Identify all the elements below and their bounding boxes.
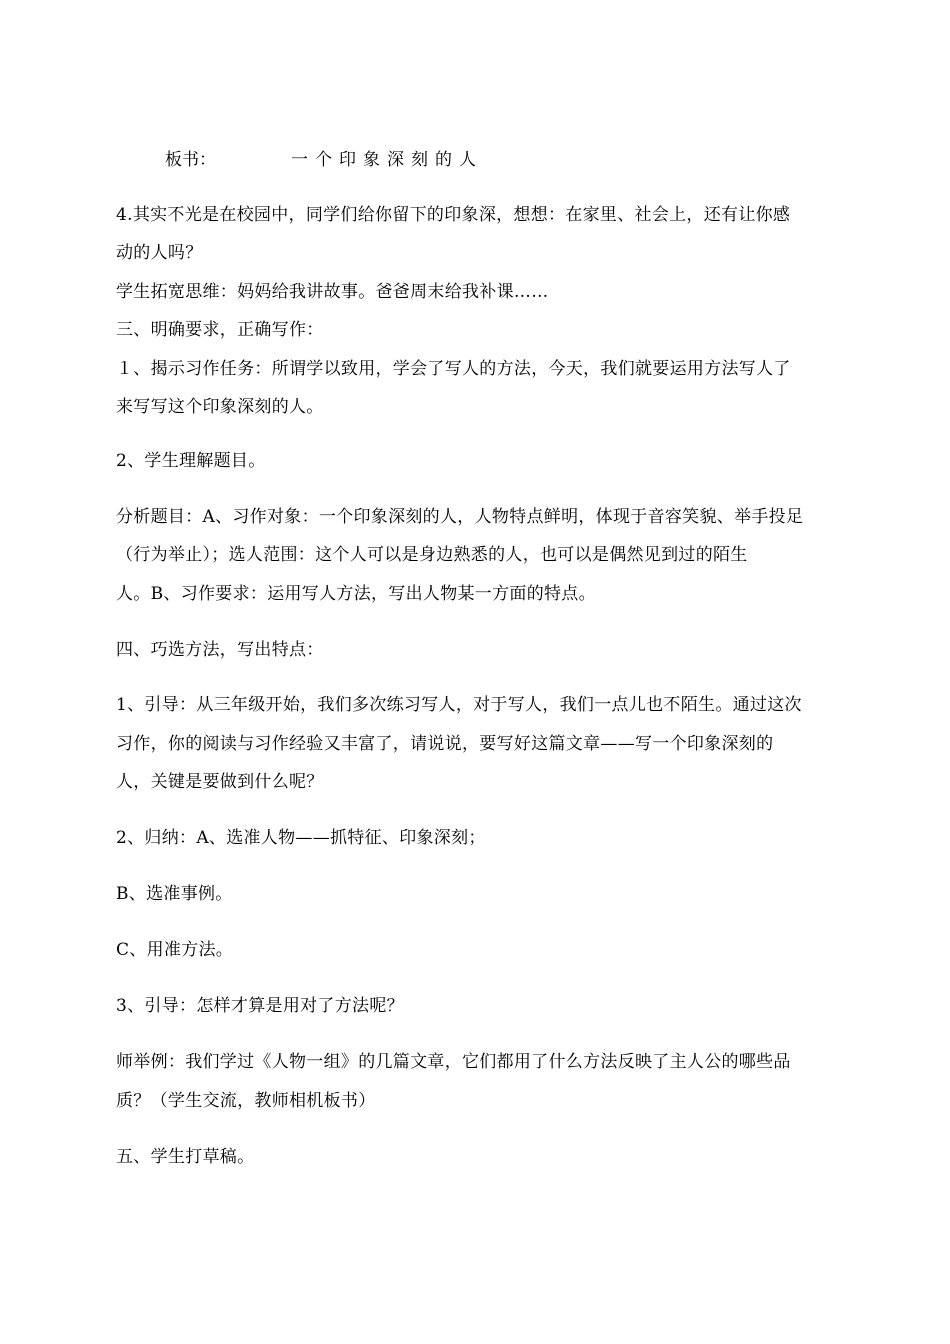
text-line: C、用准方法。 (116, 940, 234, 960)
section-heading: 四、巧选方法，写出特点： (116, 640, 324, 660)
text-line: 习作，你的阅读与习作经验又丰富了，请说说，要写好这篇文章——写一个印象深刻的 (116, 734, 774, 754)
text-line: 分析题目：A、习作对象：一个印象深刻的人，人物特点鲜明，体现于音容笑貌、举手投足 (116, 507, 804, 527)
text-line: 来写写这个印象深刻的人。 (116, 397, 324, 417)
text-line: B、选准事例。 (116, 884, 233, 904)
text-line: 2、归纳：A、选准人物——抓特征、印象深刻； (116, 828, 486, 848)
text-line: （行为举止）；选人范围：这个人可以是身边熟悉的人，也可以是偶然见到过的陌生 (116, 545, 748, 565)
text-line: 2、学生理解题目。 (116, 451, 266, 471)
text-line: 学生拓宽思维：妈妈给我讲故事。爸爸周末给我补课…… (116, 282, 549, 302)
text-line: 3、引导：怎样才算是用对了方法呢？ (116, 996, 404, 1016)
text-line: 人，关键是要做到什么呢？ (116, 772, 324, 792)
section-heading: 三、明确要求，正确写作： (116, 320, 324, 340)
text-line: 师举例：我们学过《人物一组》的几篇文章，它们都用了什么方法反映了主人公的哪些品 (116, 1052, 791, 1072)
text-line: 1、引导：从三年级开始，我们多次练习写人，对于写人，我们一点儿也不陌生。通过这次 (116, 695, 802, 715)
board-title: 一个印象深刻的人 (291, 150, 483, 170)
board-label: 板书： (165, 150, 216, 170)
text-line: 动的人吗？ (116, 243, 203, 263)
text-line: 4.其实不光是在校园中，同学们给你留下的印象深，想想：在家里、社会上，还有让你感 (116, 205, 791, 225)
text-line: 人。B、习作要求：运用写人方法，写出人物某一方面的特点。 (116, 584, 596, 604)
text-line: 质？（学生交流，教师相机板书） (116, 1091, 376, 1111)
text-line: １、揭示习作任务：所谓学以致用，学会了写人的方法，今天，我们就要运用方法写人了 (116, 359, 791, 379)
section-heading: 五、学生打草稿。 (116, 1147, 255, 1167)
